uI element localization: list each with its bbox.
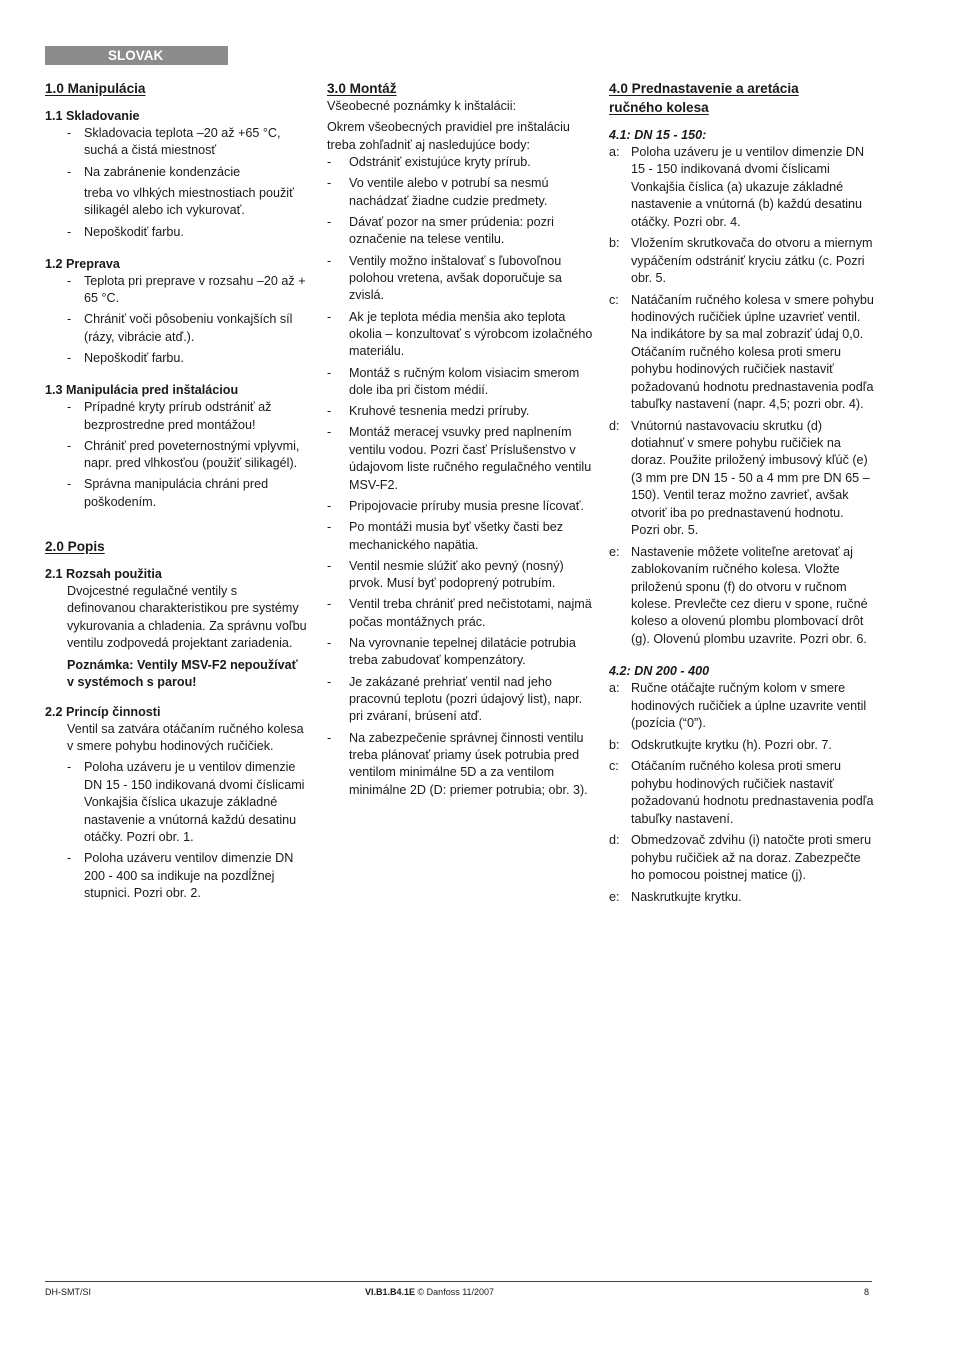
list-item: - Je zakázané prehriať ventil nad jeho pracovnú teplotu (pozri údajový list), napr. pri zváraní, brúsení atď. <box>327 674 593 726</box>
list-item <box>609 292 875 414</box>
list-item: - Ventil nesmie slúžiť ako pevný (nosný) prvok. Musí byť podoprený potrubím. <box>327 558 593 593</box>
list-item: - Po montáži musia byť všetky časti bez mechanického napätia. <box>327 519 593 554</box>
footer-divider <box>45 1281 872 1282</box>
item-letter: c: <box>609 759 619 774</box>
item-letter: d: <box>609 833 620 848</box>
list-item <box>609 832 875 884</box>
list-item: - Teplota pri preprave v rozsahu –20 až + 65 °C. <box>45 273 307 308</box>
page-number: 8 <box>864 1287 870 1297</box>
list-item: - Nepoškodiť farbu. <box>45 224 307 241</box>
list-item: - Chrániť voči pôsobeniu vonkajších síl (rázy, vibrácie atď.). <box>45 311 307 346</box>
list-item: - Ventily možno inštalovať s ľubovoľnou polohou vretena, avšak doporučuje sa zvislá. <box>327 253 593 305</box>
list-item: - Na zabezpečenie správnej činnosti ventilu treba plánovať priamy úsek potrubia pred ventilom minimálne 5D a za ventilom minimálne 2D (D: priemer potrubia; obr. 3). <box>327 730 593 800</box>
item-text: Ručne otáčajte ručným kolom v smere hodinových ručičiek a úplne uzavrite ventil (pozícia (“0”). <box>631 681 867 731</box>
list-item: - Na zabránenie kondenzácie <box>45 164 307 181</box>
item-text: Natáčaním ručného kolesa v smere pohybu hodinových ručičiek úplne uzavrieť ventil. Na indikátore by sa mal zobraziť údaj 0,0. Otáčaním ručného kolesa proti smeru pohybu hodinových ručičiek nastaviť požadovanú hodnotu prednastavenia podľa tabuľky nastavení (napr. 4,5; pozri obr. 4). <box>631 292 874 412</box>
section-4-2-title: 4.2: DN 200 - 400 <box>609 664 710 679</box>
list-item: - Montáž meracej vsuvky pred naplnením ventilu vodou. Pozri časť Príslušenstvo v údajovom liste ručného regulačného ventilu MSV-F2. <box>327 424 593 494</box>
column-handling-description <box>45 79 307 906</box>
transport-list <box>45 273 307 368</box>
item-letter: e: <box>609 544 620 559</box>
presetting-list-dn15-150 <box>609 144 875 648</box>
list-item <box>609 418 875 540</box>
section-4-title-line-1: 4.0 Prednastavenie a aretácia <box>609 81 799 96</box>
item-text: Poloha uzáveru je u ventilov dimenzie DN 15 - 150 indikovaná dvomi číslicami Vonkajšia číslica (a) ukazuje základné nastavenie a vnútorná (b) každú desatinu otáčky. Pozri obr. 4. <box>631 145 865 229</box>
list-item: - Skladovacia teplota –20 až +65 °C, suchá a čistá miestnosť <box>45 125 307 160</box>
item-text: Naskrutkujte krytku. <box>631 889 742 904</box>
list-item: - Kruhové tesnenia medzi príruby. <box>327 403 593 420</box>
list-item: - Chrániť pred poveternostnými vplyvmi, napr. pred vlhkosťou (použiť silikagél). <box>45 438 307 473</box>
section-3-title: 3.0 Montáž <box>327 81 397 96</box>
list-item <box>609 144 875 231</box>
item-letter: c: <box>609 292 619 307</box>
section-2-title: 2.0 Popis <box>45 539 105 555</box>
footer-code: VI.B1.B4.1E <box>365 1287 416 1297</box>
list-item: - Na vyrovnanie tepelnej dilatácie potrubia treba zabudovať kompenzátory. <box>327 635 593 670</box>
item-text: Odskrutkujte krytku (h). Pozri obr. 7. <box>631 737 832 752</box>
list-item: - Správna manipulácia chráni pred poškodením. <box>45 476 307 511</box>
section-4-title-line-2: ručného kolesa <box>609 100 709 115</box>
list-item: - Prípadné kryty prírub odstrániť až bezprostredne pred montážou! <box>45 399 307 434</box>
item-letter: b: <box>609 737 620 752</box>
list-item <box>609 235 875 287</box>
footer-code-copyright <box>365 1286 494 1298</box>
list-item: - Pripojovacie príruby musia presne lícovať. <box>327 498 593 515</box>
list-item: - Vo ventile alebo v potrubí sa nesmú nachádzať žiadne cudzie predmety. <box>327 175 593 210</box>
section-1-3-title: 1.3 Manipulácia pred inštaláciou <box>45 383 239 398</box>
list-item <box>609 680 875 732</box>
item-text: Vložením skrutkovača do otvoru a miernym vypáčením odstrániť kryciu zátku (c. Pozri obr. 5. <box>631 236 873 286</box>
list-item: - Nepoškodiť farbu. <box>45 350 307 367</box>
list-item: - Ak je teplota média menšia ako teplota okolia – konzultovať s výrobcom izolačného materiálu. <box>327 309 593 361</box>
item-letter: d: <box>609 418 620 433</box>
list-item-continuation: treba vo vlhkých miestnostiach použiť silikagél alebo ich vykurovať. <box>84 185 294 218</box>
footer-doc-id: DH-SMT/SI <box>45 1287 91 1297</box>
list-item <box>609 758 875 828</box>
item-text: Obmedzovač zdvihu (i) natočte proti smeru pohybu ručičiek až na doraz. Zabezpečte ho pomocou poistnej matice (j). <box>631 833 872 882</box>
presetting-list-dn200-400 <box>609 680 875 906</box>
pre-install-list <box>45 399 307 511</box>
list-item: - Dávať pozor na smer prúdenia: pozri označenie na telese ventilu. <box>327 214 593 249</box>
item-text: Otáčaním ručného kolesa proti smeru pohybu hodinových ručičiek nastaviť požadovanú hodnotu prednastavenia podľa tabuľky nastavení. <box>631 759 874 826</box>
item-letter: b: <box>609 236 620 251</box>
storage-list <box>45 125 307 241</box>
item-text: Vnútornú nastavovaciu skrutku (d) dotiahnuť v smere pohybu ručičiek na doraz. Použite priložený imbusový kľúč (e) (3 mm pre DN 15 - 50 a 4 mm pre DN 65 – 150). Ventil teraz možno zavrieť, avšak otvoriť iba po prednastavenú hodnotu. Pozri obr. 5. <box>631 418 870 538</box>
list-item <box>609 737 875 754</box>
column-installation <box>327 79 593 803</box>
item-letter: e: <box>609 889 620 904</box>
section-4-title <box>609 79 875 117</box>
language-tab: SLOVAK <box>45 46 228 65</box>
list-item: - Poloha uzáveru ventilov dimenzie DN 200 - 400 sa indikuje na pozdĺžnej stupnici. Pozri obr. 2. <box>45 850 307 902</box>
item-text: Nastavenie môžete voliteľne aretovať aj zablokovaním ručného kolesa. Vložte priloženú sponu (f) do otvoru v ručnom kolese. Prevlečte cez dieru v spone, ručné koleso a olovenú plombu plombovací drôt (g). Olovenú plombu uzavrite. Pozri obr. 6. <box>631 544 868 646</box>
item-letter: a: <box>609 681 620 696</box>
section-1-title: 1.0 Manipulácia <box>45 81 146 96</box>
footer-copyright: © Danfoss 11/2007 <box>417 1287 495 1297</box>
installation-intro-2: Okrem všeobecných pravidiel pre inštaláciu treba zohľadniť aj nasledujúce body: <box>327 120 570 152</box>
section-2-1-title: 2.1 Rozsah použitia <box>45 567 162 582</box>
principle-list <box>45 759 307 902</box>
section-2-2-title: 2.2 Princíp činnosti <box>45 704 161 719</box>
list-item <box>609 889 875 906</box>
section-1-1-title: 1.1 Skladovanie <box>45 109 140 123</box>
application-note: Poznámka: Ventily MSV-F2 nepoužívať v systémoch s parou! <box>67 657 298 690</box>
list-item: - Montáž s ručným kolom visiacim smerom dole iba pri čistom médií. <box>327 365 593 400</box>
application-text: Dvojcestné regulačné ventily s definovanou charakteristikou pre systémy vykurovania a chladenia. Za správnu voľbu ventilu zodpovedá projektant zariadenia. <box>67 584 307 651</box>
list-item: - Odstrániť existujúce kryty prírub. <box>327 154 593 171</box>
section-1-2-title: 1.2 Preprava <box>45 256 120 271</box>
list-item: - Ventil treba chrániť pred nečistotami, najmä počas montážnych prác. <box>327 596 593 631</box>
column-presetting <box>609 79 875 910</box>
section-4-1-title: 4.1: DN 15 - 150: <box>609 128 707 142</box>
principle-text: Ventil sa zatvára otáčaním ručného kolesa v smere pohybu hodinových ručičiek. <box>67 721 304 753</box>
list-item: - Poloha uzáveru je u ventilov dimenzie DN 15 - 150 indikovaná dvomi číslicami Vonkajšia číslica ukazuje základné nastavenie a vnútorná každú desatinu otáčky. Pozri obr. 1. <box>45 759 307 846</box>
installation-list <box>327 154 593 799</box>
list-item <box>609 544 875 648</box>
item-letter: a: <box>609 145 620 159</box>
installation-intro-1: Všeobecné poznámky k inštalácii: <box>327 99 517 113</box>
